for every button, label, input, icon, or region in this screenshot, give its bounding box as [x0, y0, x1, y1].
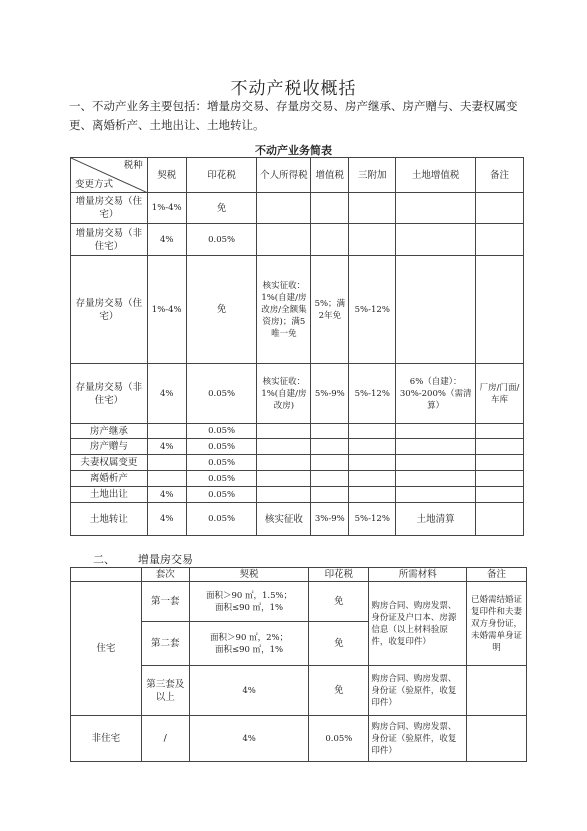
cell-cailiao: 购房合同、购房发票、身份证（验原件，收复印件） [369, 666, 467, 716]
cell-qishui: 4% [147, 224, 186, 256]
section2-number: 二、 [93, 553, 115, 566]
cell-sanfujia: 5%-12% [349, 503, 396, 536]
cell-sanfujia [349, 487, 396, 503]
cell-yinhua: 0.05% [186, 503, 257, 536]
cell-zengzhi [311, 439, 349, 455]
cell-tudi [396, 193, 476, 224]
cell-zengzhi [311, 193, 349, 224]
cell-tudi [396, 439, 476, 455]
category-feizhuzhai: 非住宅 [71, 716, 142, 762]
cell-geshui [257, 455, 311, 471]
cell-zengzhi [311, 487, 349, 503]
cell-yinhua: 0.05% [186, 487, 257, 503]
cell-yinhua: 0.05% [186, 364, 257, 424]
cell-qishui [189, 622, 309, 666]
row-type: 增量房交易（非住宅） [71, 224, 148, 256]
cell-zengzhi: 5%；满2年免 [311, 256, 349, 364]
table-row [71, 364, 524, 424]
row-type: 夫妻权属变更 [71, 455, 148, 471]
table1-caption: 不动产业务简表 [255, 144, 332, 157]
cell-beizhu: 已婚需结婚证复印件和夫妻双方身份证，未婚需单身证明 [467, 582, 527, 666]
cell-geshui [257, 439, 311, 455]
cell-zengzhi [311, 471, 349, 487]
cell-yinhua: 0.05% [186, 224, 257, 256]
section2-title: 增量房交易 [138, 553, 193, 566]
header-yinhua: 印花税 [186, 158, 257, 193]
row-type: 房产赠与 [71, 439, 148, 455]
cell-sanfujia [349, 193, 396, 224]
table-row [71, 716, 527, 762]
cell-qishui [147, 424, 186, 439]
category-zhuzhai: 住宅 [71, 582, 142, 716]
header-qishui: 契税 [189, 568, 309, 582]
cell-sanfujia: 5%-12% [349, 256, 396, 364]
cell-tudi [396, 424, 476, 439]
cell-qishui: 4% [147, 364, 186, 424]
cell-beizhu [476, 455, 524, 471]
cell-geshui [257, 224, 311, 256]
cell-geshui [257, 424, 311, 439]
cell-beizhu [476, 256, 524, 364]
cell-sanfujia [349, 455, 396, 471]
cell-tudi [396, 256, 476, 364]
qishui-line2: 面积≤90 ㎡，1% [215, 602, 284, 613]
cell-qishui: 4% [189, 666, 309, 716]
cell-sanfujia [349, 439, 396, 455]
header-beizhu: 备注 [476, 158, 524, 193]
cell-beizhu [476, 424, 524, 439]
header-beizhu: 备注 [467, 568, 527, 582]
header-taoci: 套次 [141, 568, 189, 582]
cell-geshui [257, 471, 311, 487]
cell-tudi [396, 487, 476, 503]
cell-qishui: 4% [147, 487, 186, 503]
cell-sanfujia [349, 471, 396, 487]
cell-beizhu [476, 471, 524, 487]
cell-geshui [257, 193, 311, 224]
table-row [71, 224, 524, 256]
cell-yinhua: 免 [309, 622, 369, 666]
cell-tudi: 6%（自建）：30%-200%（需清算） [396, 364, 476, 424]
cell-beizhu [476, 439, 524, 455]
cell-yinhua: 免 [309, 582, 369, 622]
cell-qishui: 4% [147, 503, 186, 536]
table-row [71, 256, 524, 364]
section2-heading [93, 551, 193, 567]
qishui-line1: 面积＞90 ㎡，2%； [210, 632, 289, 643]
cell-yinhua: 免 [186, 256, 257, 364]
row-type: 存量房交易（非住宅） [71, 364, 148, 424]
cell-yinhua: 0.05% [186, 424, 257, 439]
header-cailiao: 所需材料 [369, 568, 467, 582]
cell-yinhua: 免 [186, 193, 257, 224]
cell-qishui: 1%-4% [147, 256, 186, 364]
cell-beizhu [467, 716, 527, 762]
cell-zengzhi [311, 224, 349, 256]
header-blank [71, 568, 142, 582]
cell-yinhua: 0.05% [186, 471, 257, 487]
cell-geshui: 核实征收：1%(自建/房改房/全额集资房)；满5唯一免 [257, 256, 311, 364]
cell-tudi [396, 455, 476, 471]
table-row [71, 471, 524, 487]
cell-zengzhi [311, 424, 349, 439]
cell-yinhua: 0.05% [186, 455, 257, 471]
cell-beizhu [476, 503, 524, 536]
cell-beizhu [476, 487, 524, 503]
cell-tudi [396, 471, 476, 487]
cell-taoci: 第三套及以上 [141, 666, 189, 716]
cell-taoci: / [141, 716, 189, 762]
cell-geshui [257, 487, 311, 503]
table-row [71, 503, 524, 536]
cell-yinhua: 免 [309, 666, 369, 716]
table-row [71, 424, 524, 439]
table-row [71, 439, 524, 455]
cell-qishui: 1%-4% [147, 193, 186, 224]
page-title: 不动产税收概括 [230, 79, 357, 99]
cell-sanfujia [349, 224, 396, 256]
tax-summary-table [70, 157, 524, 536]
cell-beizhu [476, 193, 524, 224]
table-row [71, 455, 524, 471]
table-row [71, 582, 527, 622]
row-type: 增量房交易（住宅） [71, 193, 148, 224]
qishui-line2: 面积≤90 ㎡，1% [215, 644, 284, 655]
header-yinhua: 印花税 [309, 568, 369, 582]
table1-header-row [71, 158, 524, 193]
cell-qishui: 4% [147, 439, 186, 455]
corner-bottom-label: 变更方式 [75, 179, 114, 190]
cell-qishui [147, 455, 186, 471]
cell-zengzhi [311, 455, 349, 471]
header-qishui: 契税 [147, 158, 186, 193]
cell-geshui: 核实征收 [257, 503, 311, 536]
table2-header-row [71, 568, 527, 582]
cell-qishui [147, 471, 186, 487]
cell-yinhua: 0.05% [186, 439, 257, 455]
cell-taoci: 第二套 [141, 622, 189, 666]
qishui-line1: 面积＞90 ㎡，1.5%； [206, 590, 293, 601]
header-sanfujia: 三附加 [349, 158, 396, 193]
cell-sanfujia: 5%-12% [349, 364, 396, 424]
table-row [71, 193, 524, 224]
cell-beizhu [467, 666, 527, 716]
cell-geshui: 核实征收：1%(自建/房改房) [257, 364, 311, 424]
cell-tudi [396, 224, 476, 256]
header-tudi: 土地增值税 [396, 158, 476, 193]
cell-qishui: 4% [189, 716, 309, 762]
cell-taoci: 第一套 [141, 582, 189, 622]
cell-zengzhi: 3%-9% [311, 503, 349, 536]
corner-top-label: 税种 [123, 160, 143, 171]
cell-yinhua: 0.05% [309, 716, 369, 762]
cell-cailiao: 购房合同、购房发票、身份证及户口本、房源信息（以上材料验原件，收复印件） [369, 582, 467, 666]
intro-paragraph: 一、不动产业务主要包括：增量房交易、存量房交易、房产继承、房产赠与、夫妻权属变更、离婚析产、土地出让、土地转让。 [69, 99, 518, 132]
cell-beizhu: 厂房/门面/车库 [476, 364, 524, 424]
row-type: 土地转让 [71, 503, 148, 536]
new-house-table [70, 567, 527, 762]
cell-beizhu [476, 224, 524, 256]
cell-cailiao: 购房合同、购房发票、身份证（验原件，收复印件） [369, 716, 467, 762]
cell-tudi: 土地清算 [396, 503, 476, 536]
cell-qishui [189, 582, 309, 622]
row-type: 存量房交易（住宅） [71, 256, 148, 364]
row-type: 离婚析产 [71, 471, 148, 487]
table1-corner-cell [71, 158, 148, 193]
cell-zengzhi: 5%-9% [311, 364, 349, 424]
cell-sanfujia [349, 424, 396, 439]
row-type: 房产继承 [71, 424, 148, 439]
table-row [71, 487, 524, 503]
header-zengzhi: 增值税 [311, 158, 349, 193]
header-geshui: 个人所得税 [257, 158, 311, 193]
row-type: 土地出让 [71, 487, 148, 503]
